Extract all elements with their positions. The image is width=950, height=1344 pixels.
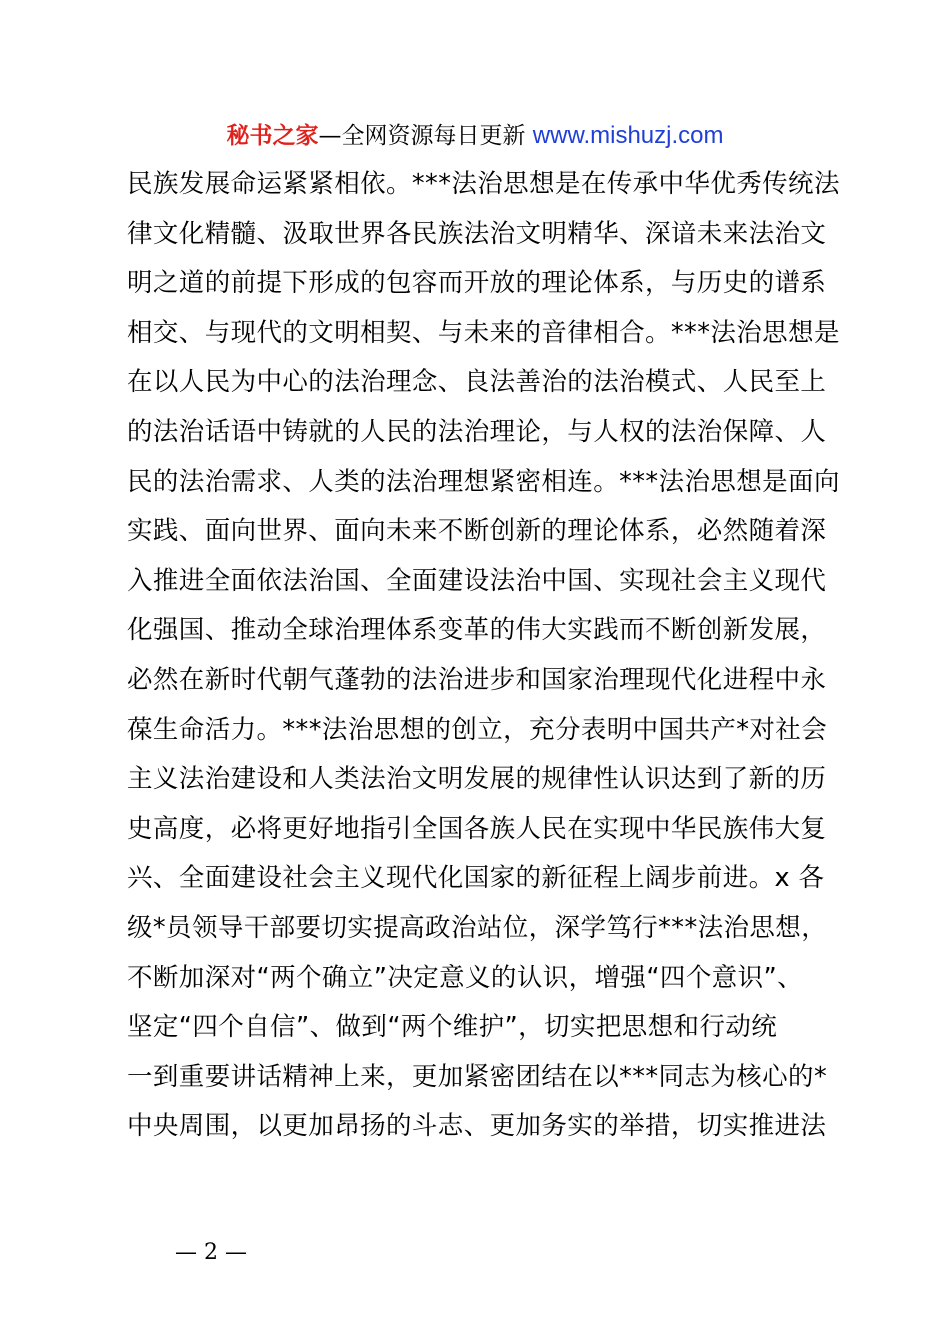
body-line: 兴、全面建设社会主义现代化国家的新征程上阔步前进。x 各 (127, 863, 825, 894)
document-body (127, 160, 847, 1152)
body-line: 不断加深对“两个确立”决定意义的认识，增强“四个意识”、 (127, 962, 804, 993)
body-line: 主义法治建设和人类法治文明发展的规律性认识达到了新的历 (127, 764, 827, 795)
header-url-link[interactable]: www.mishuzj.com (532, 122, 724, 149)
body-line: 一到重要讲话精神上来，更加紧密团结在以***同志为核心的* (127, 1061, 828, 1092)
body-line: 坚定“四个自信”、做到“两个维护”，切实把思想和行动统 (127, 1012, 778, 1043)
page-header (0, 118, 950, 154)
header-brand: 秘书之家 (226, 123, 319, 149)
body-line: 相交、与现代的文明相契、与未来的音律相合。***法治思想是 (127, 317, 840, 348)
page-number: — 2 — (175, 1240, 247, 1265)
body-line: 化强国、推动全球治理体系变革的伟大实践而不断创新发展， (127, 615, 827, 646)
body-line: 明之道的前提下形成的包容而开放的理论体系，与历史的谱系 (127, 268, 827, 299)
body-line: 在以人民为中心的法治理念、良法善治的法治模式、人民至上 (127, 367, 827, 398)
header-tagline: —全网资源每日更新 (318, 123, 533, 149)
body-line: 级*员领导干部要切实提高政治站位，深学笃行***法治思想， (127, 912, 828, 943)
body-line: 必然在新时代朝气蓬勃的法治进步和国家治理现代化进程中永 (127, 664, 827, 695)
body-line: 民的法治需求、人类的法治理想紧密相连。***法治思想是面向 (127, 466, 840, 497)
body-line: 史高度，必将更好地指引全国各族人民在实现中华民族伟大复 (127, 813, 827, 844)
body-line: 的法治话语中铸就的人民的法治理论，与人权的法治保障、人 (127, 416, 827, 447)
body-line: 律文化精髓、汲取世界各民族法治文明精华、深谙未来法治文 (127, 218, 827, 249)
body-line: 民族发展命运紧紧相依。***法治思想是在传承中华优秀传统法 (127, 169, 840, 199)
body-line: 入推进全面依法治国、全面建设法治中国、实现社会主义现代 (127, 565, 827, 596)
body-line: 中央周围，以更加昂扬的斗志、更加务实的举措，切实推进法 (127, 1111, 827, 1142)
body-line: 葆生命活力。***法治思想的创立，充分表明中国共产*对社会 (127, 714, 828, 745)
body-line: 实践、面向世界、面向未来不断创新的理论体系，必然随着深 (127, 516, 827, 547)
